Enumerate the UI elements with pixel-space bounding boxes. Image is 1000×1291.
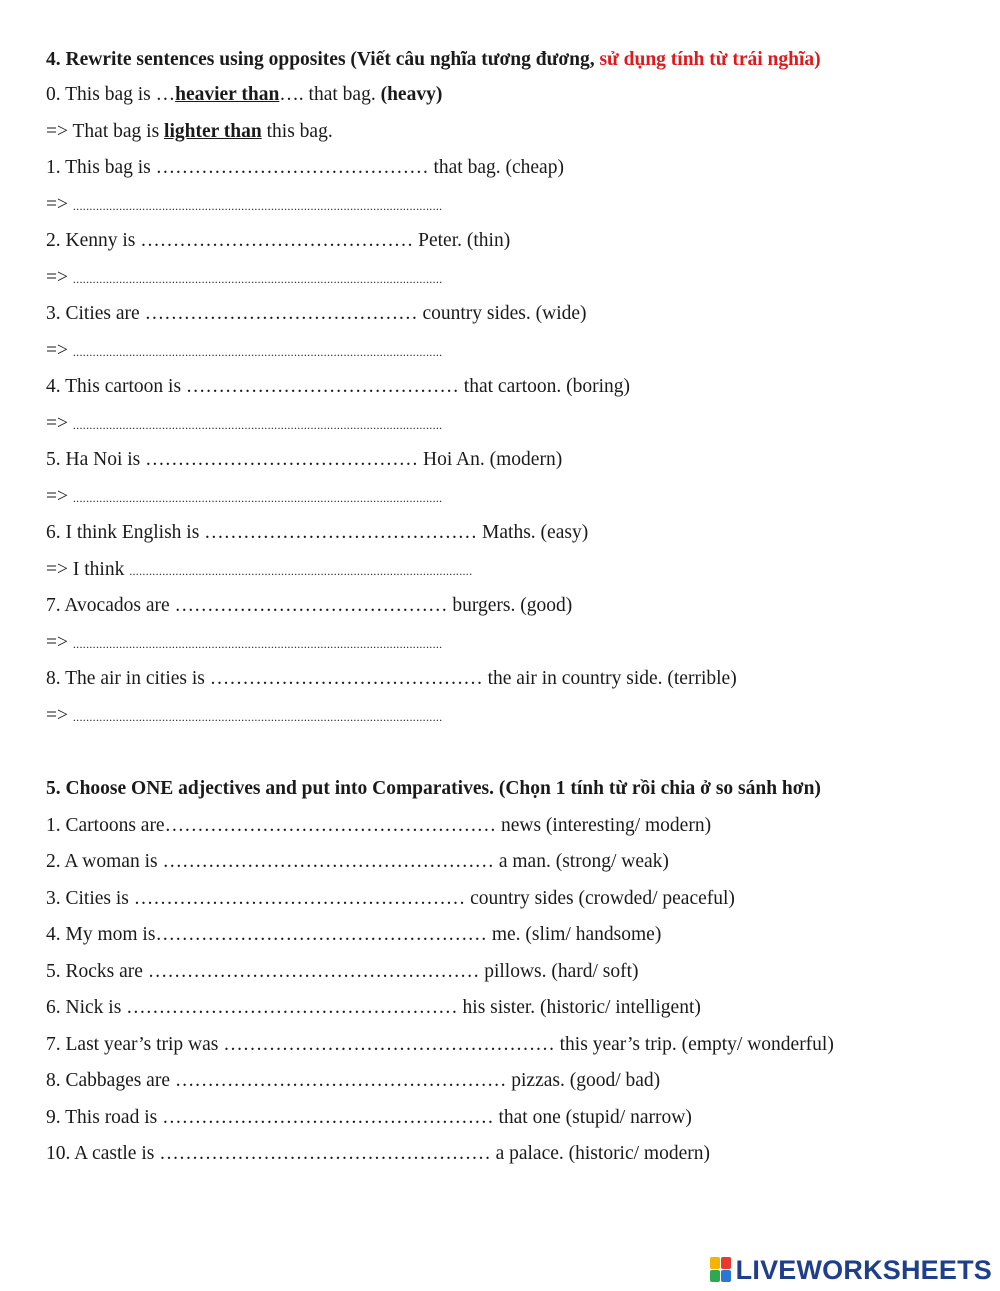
- s4-a5-start: =>: [46, 486, 73, 507]
- s4-question-4: [46, 375, 630, 399]
- s4-q8-end: the air in country side. (terrible): [482, 668, 737, 689]
- s5-8-start: 8. Cabbages are: [46, 1070, 175, 1091]
- section-5-heading: 5. Choose ONE adjectives and put into Comparatives. (Chọn 1 tính từ rồi chia ở so sánh hơn): [46, 778, 821, 799]
- s5-7-blank[interactable]: ……………………………………………: [223, 1034, 555, 1055]
- s5-4-blank[interactable]: ……………………………………………: [155, 924, 487, 945]
- s5-item-6: [46, 996, 701, 1020]
- s4-q7-start: 7. Avocados are: [46, 595, 175, 616]
- s5-item-1: [46, 814, 711, 838]
- s5-7-end: this year’s trip. (empty/ wonderful): [554, 1034, 834, 1055]
- s4-q1-end: that bag. (cheap): [428, 157, 564, 178]
- s4-q6-end: Maths. (easy): [477, 522, 589, 543]
- s5-6-end: his sister. (historic/ intelligent): [457, 997, 701, 1018]
- s5-item-5: [46, 960, 639, 984]
- s4-q5-blank[interactable]: ……………………………………: [145, 449, 419, 470]
- s4-question-1: [46, 156, 564, 180]
- example-q-mid: …. that bag.: [279, 84, 381, 105]
- s4-a2-start: =>: [46, 267, 73, 288]
- s4-answer-3: [46, 339, 442, 364]
- s5-2-start: 2. A woman is: [46, 851, 163, 872]
- s5-7-start: 7. Last year’s trip was: [46, 1034, 224, 1055]
- s4-a1-start: =>: [46, 194, 73, 215]
- s5-item-2: [46, 850, 669, 874]
- s4-q6-blank[interactable]: ……………………………………: [204, 522, 478, 543]
- s5-2-blank[interactable]: ……………………………………………: [162, 851, 494, 872]
- s5-item-7: [46, 1033, 834, 1057]
- s5-1-end: news (interesting/ modern): [496, 815, 712, 836]
- s4-q1-blank[interactable]: ……………………………………: [155, 157, 429, 178]
- s4-q2-end: Peter. (thin): [413, 230, 511, 251]
- s5-8-end: pizzas. (good/ bad): [506, 1070, 661, 1091]
- logo-text: LIVEWORKSHEETS: [735, 1254, 992, 1285]
- s5-1-blank[interactable]: ……………………………………………: [164, 815, 497, 836]
- example-a-suffix: this bag.: [261, 121, 333, 142]
- s5-item-10: [46, 1142, 710, 1166]
- s4-answer-8: [46, 704, 442, 729]
- s4-a7-start: =>: [46, 632, 73, 653]
- s4-answer-4: [46, 412, 442, 437]
- s4-a1-blank[interactable]: ................................................................................................................: [72, 199, 443, 213]
- s5-3-end: country sides (crowded/ peaceful): [465, 888, 735, 909]
- section-4-heading-text: 4. Rewrite sentences using opposites (Viết câu nghĩa tương đương,: [46, 49, 600, 70]
- example-q-answer: heavier than: [175, 84, 280, 105]
- s5-10-end: a palace. (historic/ modern): [490, 1143, 710, 1164]
- s4-answer-5: [46, 485, 442, 510]
- s4-q7-end: burgers. (good): [447, 595, 573, 616]
- s4-a8-blank[interactable]: ................................................................................................................: [72, 710, 443, 724]
- s4-a6-blank[interactable]: ........................................................................................................: [129, 564, 473, 578]
- s4-question-5: [46, 448, 562, 472]
- s5-5-blank[interactable]: ……………………………………………: [147, 961, 480, 982]
- s4-a4-start: =>: [46, 413, 73, 434]
- s4-a4-blank[interactable]: ................................................................................................................: [72, 418, 443, 432]
- s4-q3-start: 3. Cities are: [46, 303, 145, 324]
- s5-item-3: [46, 887, 735, 911]
- s4-q8-start: 8. The air in cities is: [46, 668, 210, 689]
- s5-3-blank[interactable]: ……………………………………………: [133, 888, 466, 909]
- s4-a6-start: => I think: [46, 559, 130, 580]
- s5-1-start: 1. Cartoons are: [46, 815, 165, 836]
- s5-item-9: [46, 1106, 692, 1130]
- s4-q7-blank[interactable]: ……………………………………: [174, 595, 448, 616]
- s4-question-6: [46, 521, 588, 545]
- s4-a3-start: =>: [46, 340, 73, 361]
- section-4-heading: [46, 48, 821, 72]
- s4-a8-start: =>: [46, 705, 73, 726]
- s5-item-8: [46, 1069, 660, 1093]
- s4-answer-6: [46, 558, 472, 583]
- s5-10-start: 10. A castle is: [46, 1143, 160, 1164]
- s4-q3-end: country sides. (wide): [417, 303, 587, 324]
- s4-q4-blank[interactable]: ……………………………………: [185, 376, 459, 397]
- s4-a2-blank[interactable]: ................................................................................................................: [72, 272, 443, 286]
- s5-6-start: 6. Nick is: [46, 997, 127, 1018]
- s5-item-4: [46, 923, 661, 947]
- s4-q2-blank[interactable]: ……………………………………: [140, 230, 414, 251]
- example-a-prefix: => That bag is: [46, 121, 165, 142]
- example-question: [46, 83, 442, 107]
- s4-answer-1: [46, 193, 442, 218]
- s5-3-start: 3. Cities is: [46, 888, 134, 909]
- example-q-hint: (heavy): [380, 84, 443, 105]
- example-a-answer: lighter than: [164, 121, 262, 142]
- s5-6-blank[interactable]: ……………………………………………: [126, 997, 458, 1018]
- example-answer: [46, 120, 333, 144]
- s4-answer-2: [46, 266, 442, 291]
- s4-a5-blank[interactable]: ................................................................................................................: [72, 491, 443, 505]
- section-4-heading-red: sử dụng tính từ trái nghĩa): [599, 49, 821, 70]
- s5-9-start: 9. This road is: [46, 1107, 163, 1128]
- s5-4-end: me. (slim/ handsome): [486, 924, 662, 945]
- liveworksheets-logo[interactable]: [710, 1254, 992, 1286]
- s4-question-8: [46, 667, 737, 691]
- s5-4-start: 4. My mom is: [46, 924, 156, 945]
- s4-a3-blank[interactable]: ................................................................................................................: [72, 345, 443, 359]
- s4-q3-blank[interactable]: ……………………………………: [144, 303, 418, 324]
- s5-8-blank[interactable]: ……………………………………………: [174, 1070, 507, 1091]
- s4-q5-start: 5. Ha Noi is: [46, 449, 146, 470]
- s4-q1-start: 1. This bag is: [46, 157, 156, 178]
- s4-q8-blank[interactable]: ……………………………………: [209, 668, 483, 689]
- s4-q5-end: Hoi An. (modern): [418, 449, 563, 470]
- s5-9-end: that one (stupid/ narrow): [493, 1107, 692, 1128]
- s4-q6-start: 6. I think English is: [46, 522, 205, 543]
- s4-question-7: [46, 594, 572, 618]
- s5-5-start: 5. Rocks are: [46, 961, 148, 982]
- s4-q4-end: that cartoon. (boring): [458, 376, 631, 397]
- liveworksheets-logo-icon: [710, 1257, 732, 1283]
- s4-question-3: [46, 302, 587, 326]
- s5-10-blank[interactable]: ……………………………………………: [159, 1143, 491, 1164]
- s4-answer-7: [46, 631, 442, 656]
- s5-9-blank[interactable]: ……………………………………………: [162, 1107, 494, 1128]
- example-q-prefix: 0. This bag is …: [46, 84, 176, 105]
- s4-a7-blank[interactable]: ................................................................................................................: [72, 637, 443, 651]
- s4-q4-start: 4. This cartoon is: [46, 376, 186, 397]
- s4-question-2: [46, 229, 510, 253]
- s5-5-end: pillows. (hard/ soft): [479, 961, 639, 982]
- s5-2-end: a man. (strong/ weak): [493, 851, 669, 872]
- s4-q2-start: 2. Kenny is: [46, 230, 141, 251]
